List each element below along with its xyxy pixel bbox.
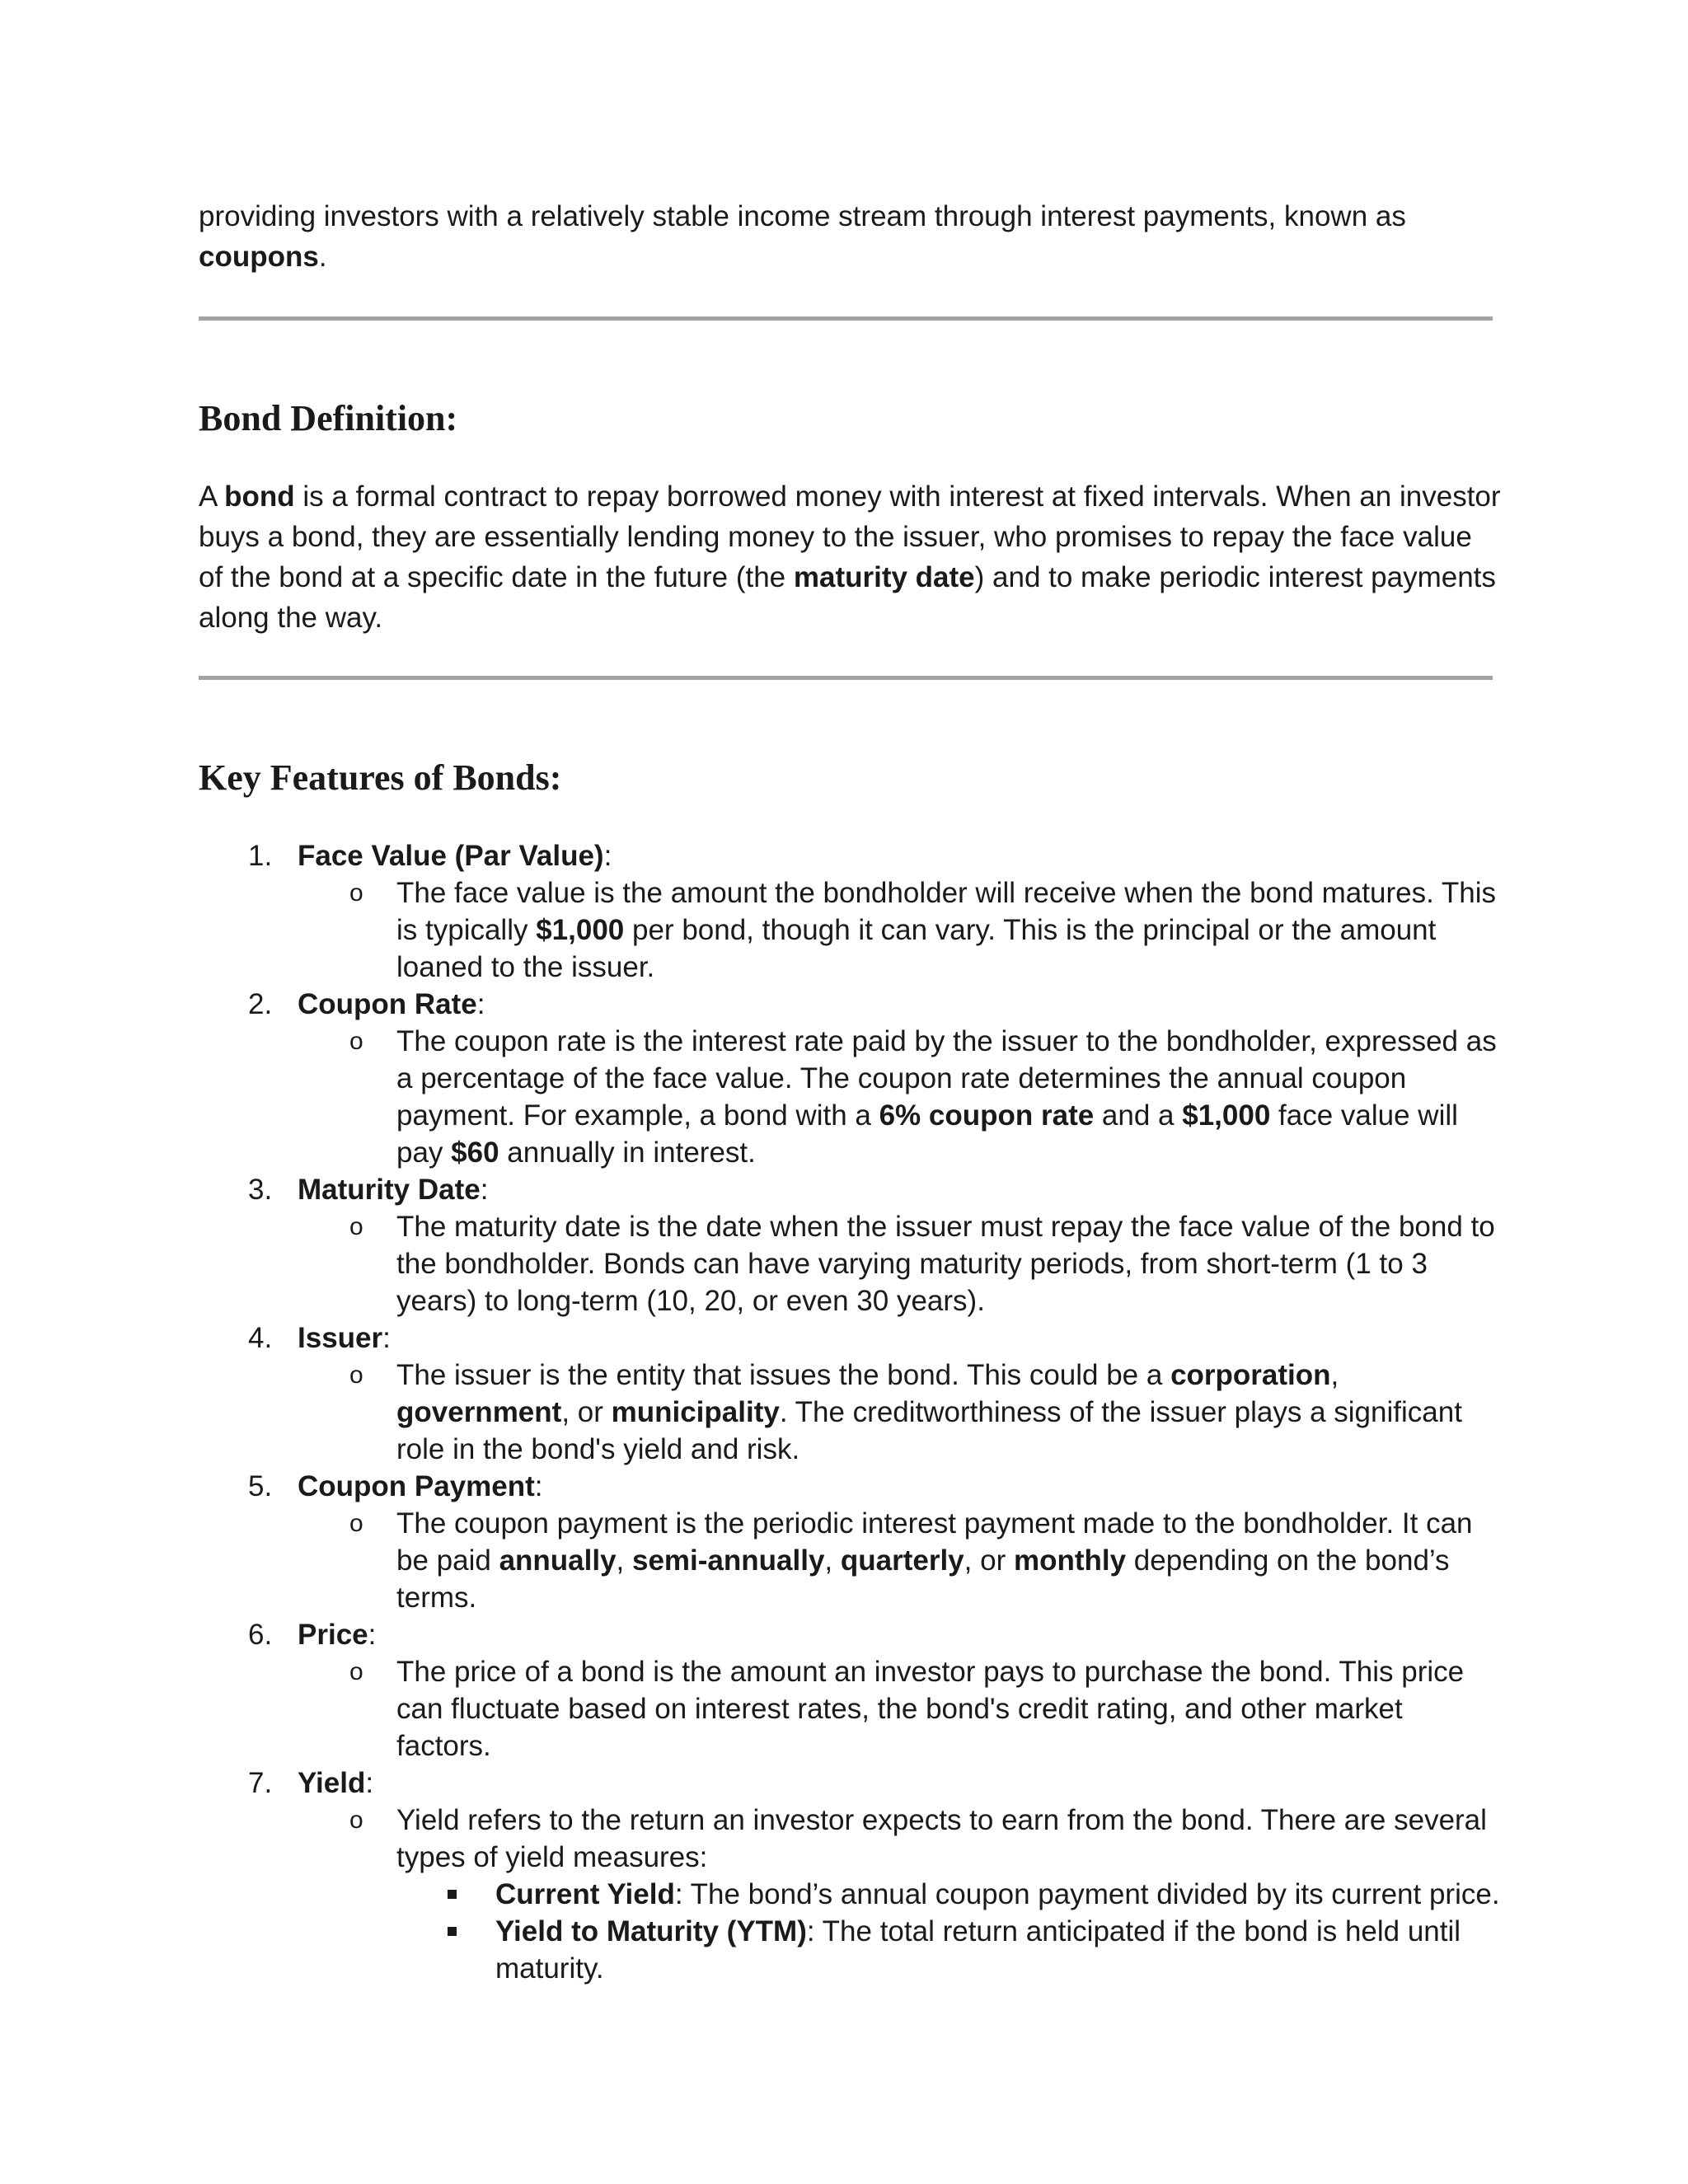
list-item: 6. Price: o The price of a bond is the amount an investor pays to purchase the bond. This price can fluctuate based on interest rates, the bond's credit rating, and other market factors. — [199, 1616, 1501, 1765]
coupons-term: coupons — [199, 241, 319, 273]
definition-paragraph: A bond is a formal contract to repay borrowed money with interest at fixed intervals. When an investor buys a bond, they are essentially lending money to the issuer, who promises to repay the face value of the bond at a specific date in the future (the maturity date) and to make periodic interest payments along the way. — [199, 480, 1501, 634]
square-bullet-icon — [448, 1927, 457, 1936]
circle-bullet-icon: o — [349, 1213, 363, 1240]
item-title: Maturity Date — [298, 1174, 481, 1206]
circle-bullet-icon: o — [349, 1361, 363, 1389]
list-item: 4. Issuer: o The issuer is the entity that issues the bond. This could be a corporation, government, or municipality. The creditworthiness of the issuer plays a significant role in the bond's yield and risk. — [199, 1319, 1501, 1468]
list-item: 1. Face Value (Par Value): o The face value is the amount the bondholder will receive when the bond matures. This is typically $1,000 per bond, though it can vary. This is the principal or the amount loaned to the issuer. — [199, 837, 1501, 986]
bond-definition-heading: Bond Definition: — [199, 398, 458, 438]
item-description: o The face value is the amount the bondholder will receive when the bond matures. This is typically $1,000 per bond, though it can vary. This is the principal or the amount loaned to the issuer. — [199, 874, 1501, 986]
horizontal-rule — [199, 676, 1493, 680]
item-title: Face Value (Par Value) — [298, 840, 604, 872]
item-title: Price — [298, 1619, 368, 1651]
list-number: 3. — [248, 1174, 273, 1206]
list-number: 7. — [248, 1767, 273, 1799]
item-description: o The coupon rate is the interest rate paid by the issuer to the bondholder, expressed as a percentage of the face value. The coupon rate determines the annual coupon payment. For example, a bond with a 6% coupon rate and a $1,000 face value will pay $60 annually in interest. — [199, 1023, 1501, 1171]
list-item: 7. Yield: o Yield refers to the return an investor expects to earn from the bond. There are several types of yield measures: Current Yield: The bond’s annual coupon payment divided by its current price. Yield to Maturity (YTM): The total return anticipated if the bond is held until maturity. — [199, 1765, 1501, 1987]
list-number: 6. — [248, 1619, 273, 1651]
key-features-heading: Key Features of Bonds: — [199, 757, 562, 798]
horizontal-rule — [199, 316, 1493, 321]
list-item: 5. Coupon Payment: o The coupon payment is the periodic interest payment made to the bondholder. It can be paid annually, semi-annually, quarterly, or monthly depending on the bond’s terms. — [199, 1468, 1501, 1616]
circle-bullet-icon: o — [349, 1510, 363, 1537]
item-description: o The price of a bond is the amount an investor pays to purchase the bond. This price can fluctuate based on interest rates, the bond's credit rating, and other market factors. — [199, 1653, 1501, 1765]
list-number: 4. — [248, 1322, 273, 1354]
list-number: 2. — [248, 988, 273, 1020]
circle-bullet-icon: o — [349, 1658, 363, 1685]
features-list — [199, 837, 1501, 1987]
list-number: 1. — [248, 840, 273, 872]
list-number: 5. — [248, 1470, 273, 1502]
item-title: Yield — [298, 1767, 366, 1799]
item-description: o The issuer is the entity that issues the bond. This could be a corporation, government, or municipality. The creditworthiness of the issuer plays a significant role in the bond's yield and risk. — [199, 1357, 1501, 1468]
item-description: o The maturity date is the date when the issuer must repay the face value of the bond to the bondholder. Bonds can have varying maturity periods, from short-term (1 to 3 years) to long-term (10, 20, or even 30 years). — [199, 1208, 1501, 1319]
item-description: o The coupon payment is the periodic interest payment made to the bondholder. It can be paid annually, semi-annually, quarterly, or monthly depending on the bond’s terms. — [199, 1505, 1501, 1616]
item-title: Coupon Rate — [298, 988, 477, 1020]
item-description: o Yield refers to the return an investor expects to earn from the bond. There are several types of yield measures: — [199, 1802, 1501, 1876]
item-title: Coupon Payment — [298, 1470, 535, 1502]
circle-bullet-icon: o — [349, 1807, 363, 1834]
intro-paragraph: providing investors with a relatively stable income stream through interest payments, known as coupons. — [199, 200, 1406, 273]
sub-list-item: Yield to Maturity (YTM): The total return anticipated if the bond is held until maturity. — [199, 1913, 1501, 1987]
circle-bullet-icon: o — [349, 879, 363, 907]
circle-bullet-icon: o — [349, 1028, 363, 1055]
list-item: 2. Coupon Rate: o The coupon rate is the interest rate paid by the issuer to the bondholder, expressed as a percentage of the face value. The coupon rate determines the annual coupon payment. For example, a bond with a 6% coupon rate and a $1,000 face value will pay $60 annually in interest. — [199, 986, 1501, 1171]
item-title: Issuer — [298, 1322, 383, 1354]
list-item: 3. Maturity Date: o The maturity date is the date when the issuer must repay the face value of the bond to the bondholder. Bonds can have varying maturity periods, from short-term (1 to 3 years) to long-term (10, 20, or even 30 years). — [199, 1171, 1501, 1319]
square-bullet-icon — [448, 1890, 457, 1899]
sub-list-item: Current Yield: The bond’s annual coupon payment divided by its current price. — [199, 1876, 1501, 1913]
